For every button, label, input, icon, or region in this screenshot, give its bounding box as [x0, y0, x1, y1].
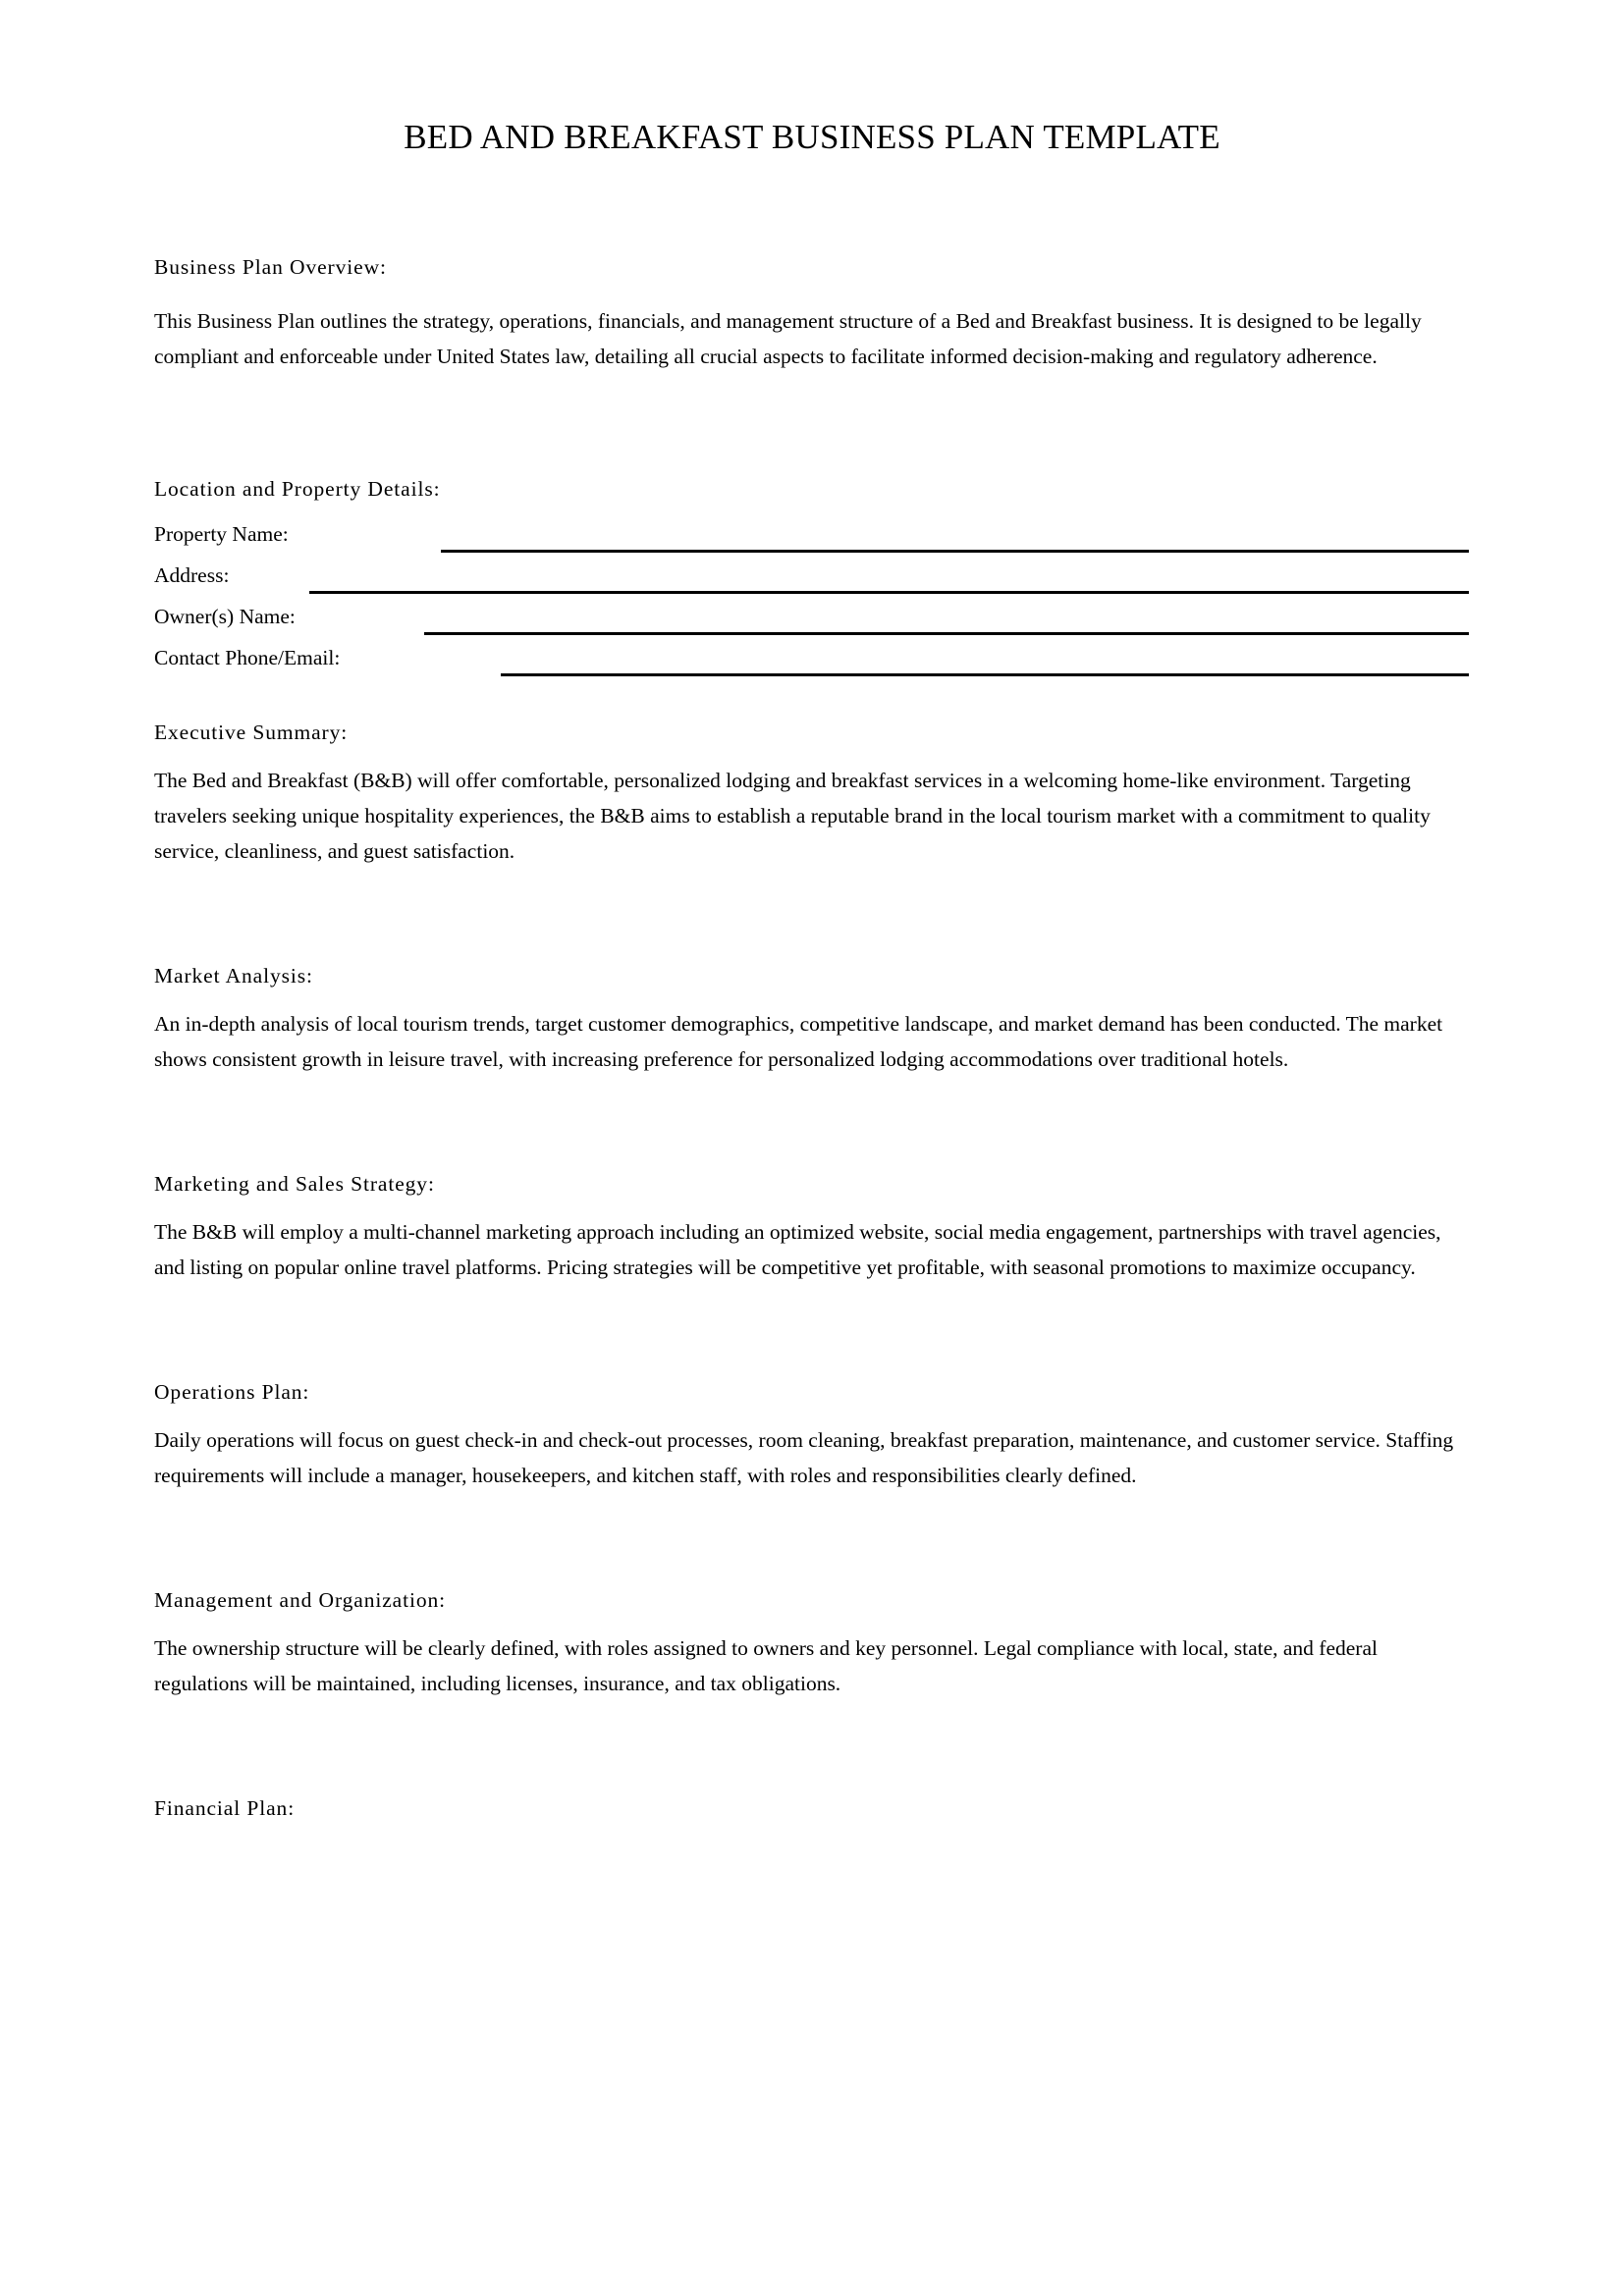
spacer: [154, 374, 1469, 472]
spacer: [154, 1201, 1469, 1214]
field-row-address: [154, 559, 1469, 600]
paragraph-executive-summary: The Bed and Breakfast (B&B) will offer comfortable, personalized lodging and breakfast services in a welcoming home-like environment. Targeting travelers seeking unique hospitality experiences, the B&B aims to establish a reputable brand in the local tourism market with a commitment to quality service, cleanliness, and guest satisfaction.: [154, 769, 1431, 863]
spacer: [154, 1077, 1469, 1167]
spacer: [154, 1701, 1469, 1791]
section-executive-summary: [154, 716, 1469, 869]
spacer: [154, 869, 1469, 959]
heading-operations-plan: Operations Plan:: [154, 1380, 310, 1404]
section-operations-plan: [154, 1375, 1469, 1493]
field-row-owners-name: [154, 600, 1469, 641]
spacer: [154, 749, 1469, 763]
spacer: [154, 284, 1469, 303]
heading-management-organization: Management and Organization:: [154, 1588, 447, 1612]
document-title: BED AND BREAKFAST BUSINESS PLAN TEMPLATE: [404, 118, 1220, 156]
label-contact-phone-email: Contact Phone/Email:: [154, 646, 341, 669]
location-form: [154, 517, 1469, 682]
heading-financial-plan: Financial Plan:: [154, 1796, 296, 1820]
input-address[interactable]: [309, 591, 1469, 594]
label-property-name: Property Name:: [154, 522, 289, 546]
spacer: [154, 992, 1469, 1006]
paragraph-business-plan-overview: This Business Plan outlines the strategy, operations, financials, and management structure of a Bed and Breakfast business. It is designed to be legally compliant and enforceable under United States law, detailing all crucial aspects to facilitate informed decision-making and regulatory adherence.: [154, 309, 1422, 368]
heading-business-plan-overview: Business Plan Overview:: [154, 255, 387, 279]
heading-marketing-sales-strategy: Marketing and Sales Strategy:: [154, 1172, 435, 1196]
section-management-organization: [154, 1583, 1469, 1701]
paragraph-management-organization: The ownership structure will be clearly defined, with roles assigned to owners and key personnel. Legal compliance with local, state, and federal regulations will be maintained, including licenses, insurance, and tax obligations.: [154, 1636, 1378, 1695]
heading-location-property-details: Location and Property Details:: [154, 477, 441, 501]
input-contact-phone-email[interactable]: [501, 673, 1469, 676]
spacer: [154, 1617, 1469, 1630]
section-market-analysis: [154, 959, 1469, 1077]
label-address: Address:: [154, 563, 230, 587]
paragraph-marketing-sales-strategy: The B&B will employ a multi-channel marketing approach including an optimized website, social media engagement, partnerships with travel agencies, and listing on popular online travel platforms. Pricing strategies will be competitive yet profitable, with seasonal promotions to maximize occupancy.: [154, 1220, 1441, 1279]
spacer: [154, 682, 1469, 716]
paragraph-market-analysis: An in-depth analysis of local tourism trends, target customer demographics, competitive landscape, and market demand has been conducted. The market shows consistent growth in leisure travel, with increasing preference for personalized lodging accommodations over traditional hotels.: [154, 1012, 1443, 1071]
paragraph-operations-plan: Daily operations will focus on guest check-in and check-out processes, room cleaning, breakfast preparation, maintenance, and customer service. Staffing requirements will include a manager, housekeepers, and kitchen staff, with roles and responsibilities clearly defined.: [154, 1428, 1454, 1487]
input-property-name[interactable]: [441, 550, 1469, 553]
section-business-plan-overview: [154, 250, 1469, 374]
spacer: [154, 1285, 1469, 1375]
spacer: [154, 1493, 1469, 1583]
heading-market-analysis: Market Analysis:: [154, 964, 313, 988]
section-financial-plan: [154, 1791, 1469, 1825]
input-owners-name[interactable]: [424, 632, 1469, 635]
document-body: [154, 250, 1469, 1825]
field-row-property-name: [154, 517, 1469, 559]
section-marketing-sales-strategy: [154, 1167, 1469, 1285]
section-location-property-details: [154, 472, 1469, 682]
spacer: [154, 1409, 1469, 1422]
heading-executive-summary: Executive Summary:: [154, 721, 349, 744]
label-owners-name: Owner(s) Name:: [154, 605, 296, 628]
field-row-contact-phone-email: [154, 641, 1469, 682]
